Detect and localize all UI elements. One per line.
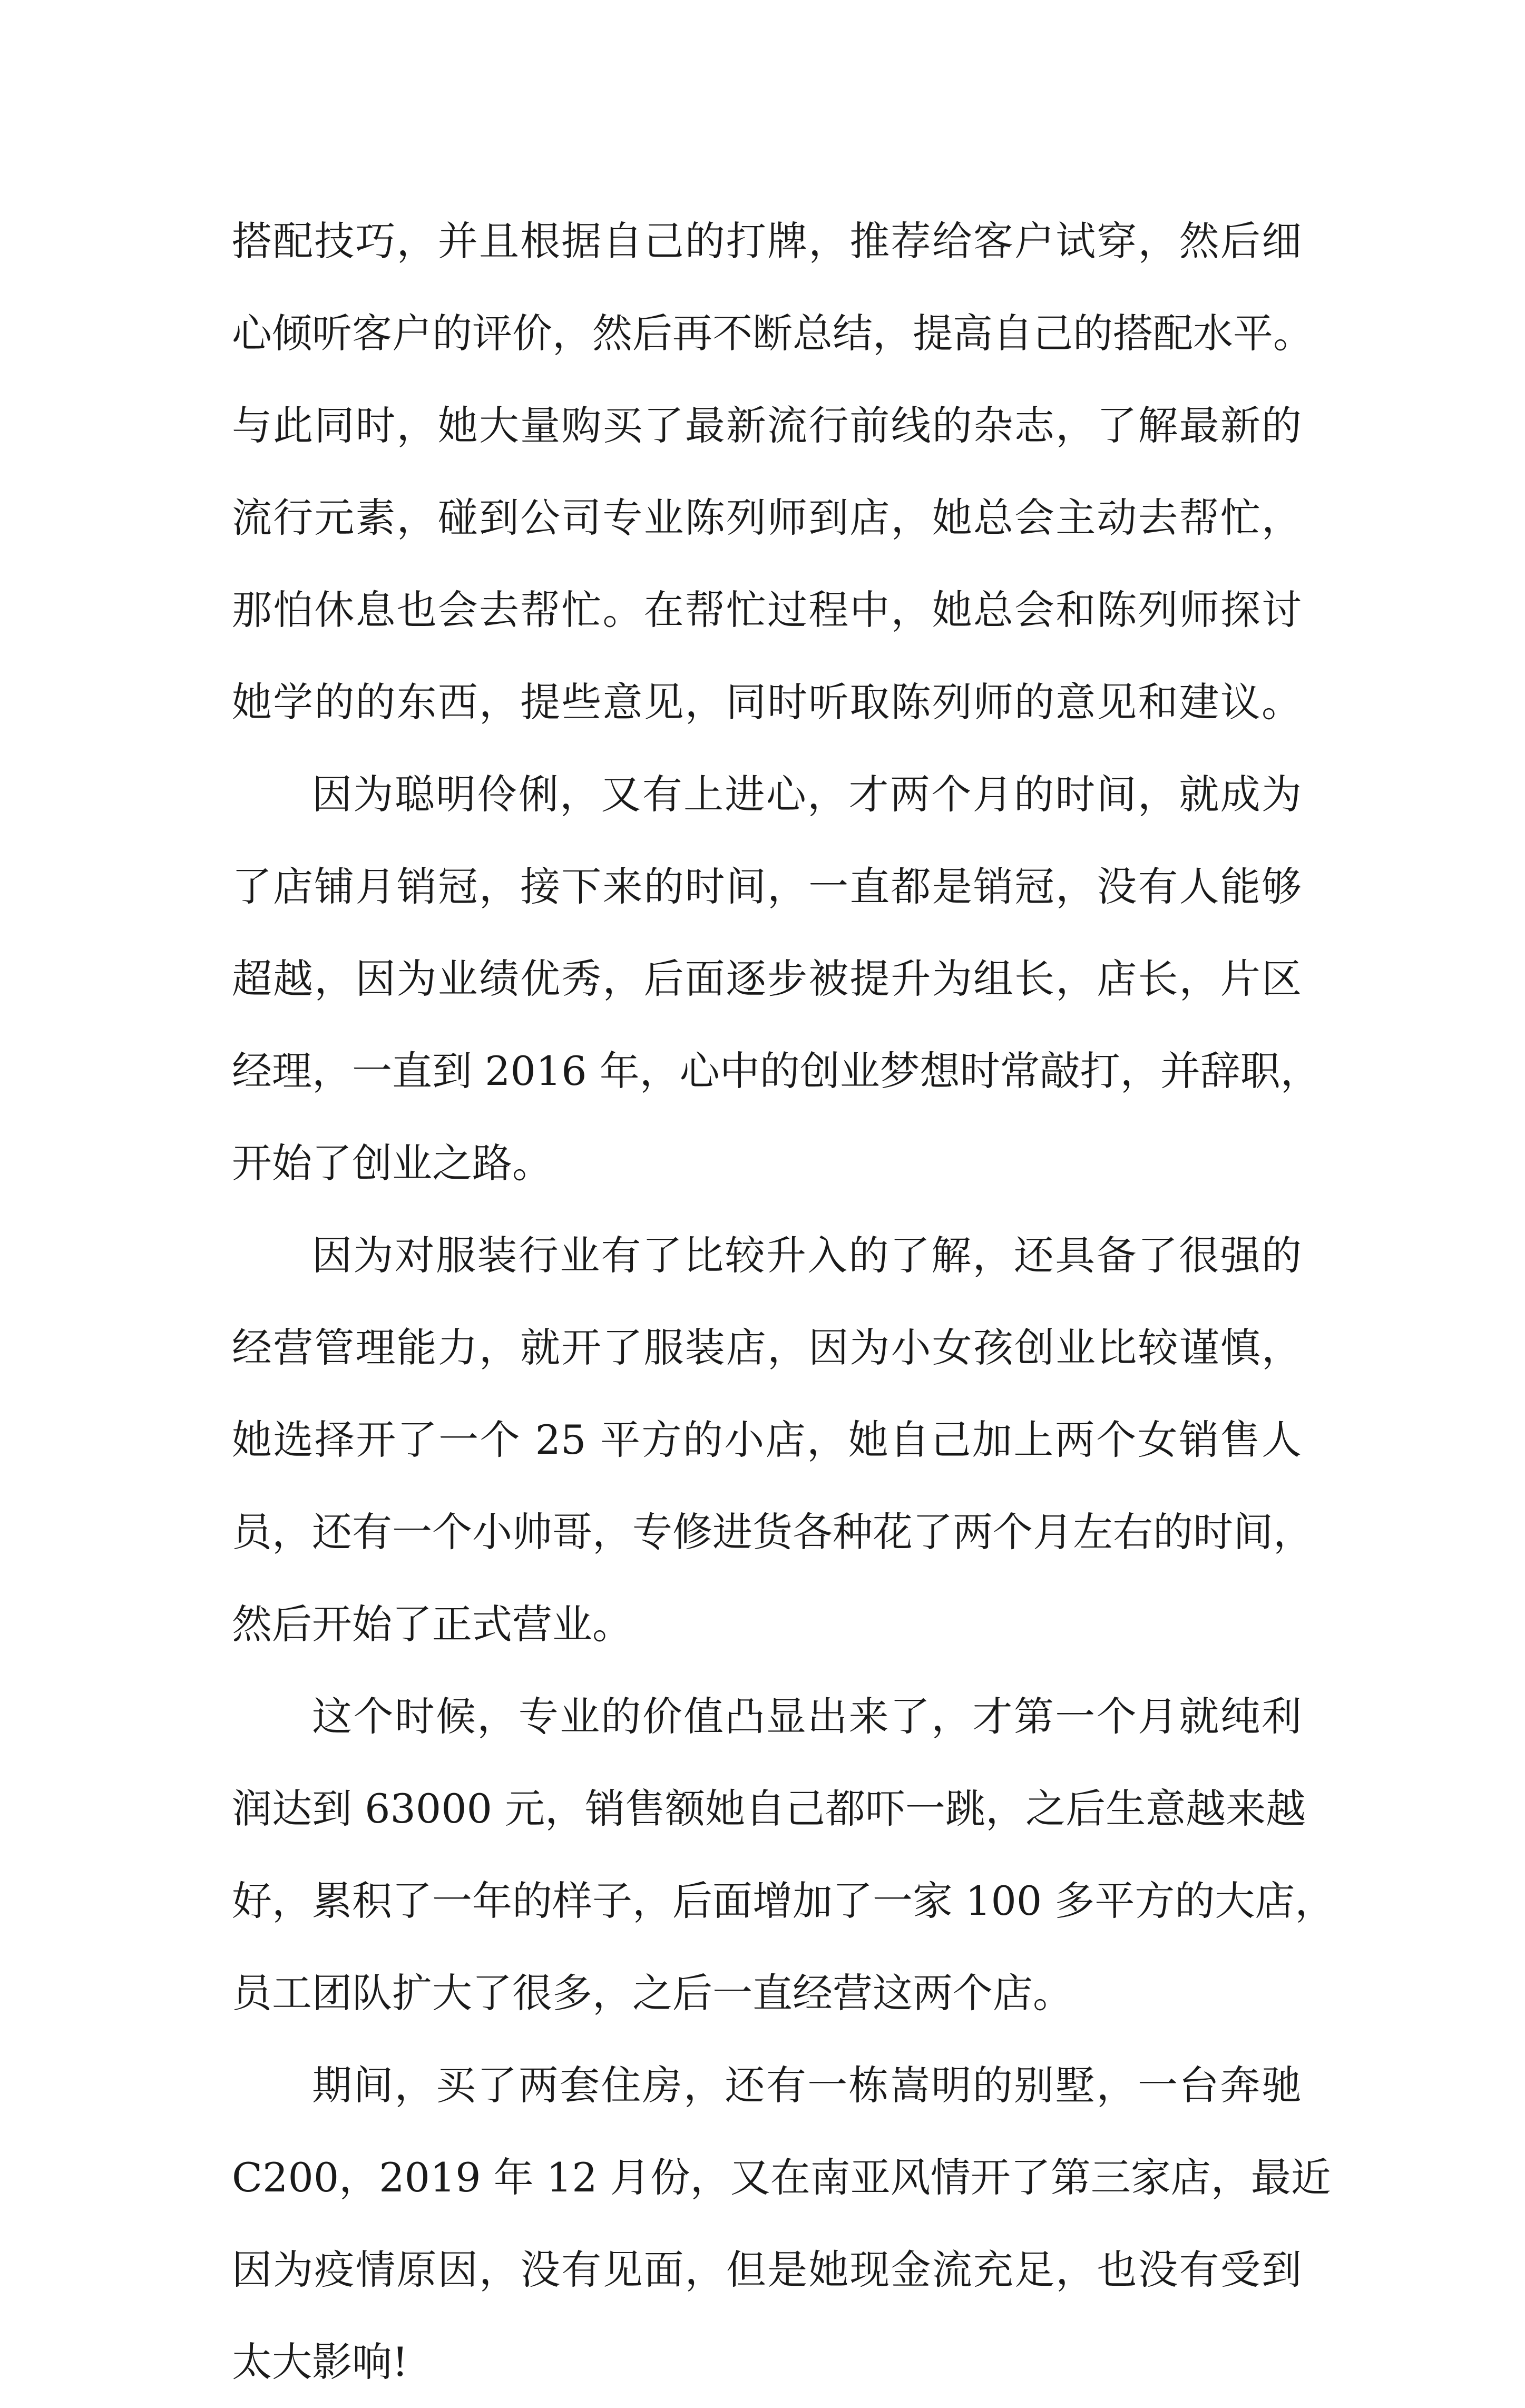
- text-line: 经营管理能力，就开了服装店，因为小女孩创业比较谨慎，: [232, 1324, 1302, 1371]
- text-line: 那怕休息也会去帮忙。在帮忙过程中，她总会和陈列师探讨: [232, 586, 1302, 633]
- text-line: 太大影响!: [232, 2338, 408, 2385]
- text-line: 这个时候，专业的价值凸显出来了，才第一个月就纯利: [312, 1693, 1302, 1740]
- text-line: 期间，买了两套住房，还有一栋嵩明的别墅，一台奔驰: [312, 2062, 1302, 2109]
- text-line: 润达到 63000 元，销售额她自己都吓一跳，之后生意越来越: [232, 1785, 1306, 1832]
- text-line: 然后开始了正式营业。: [232, 1601, 632, 1648]
- paragraph-2: [232, 748, 1321, 1209]
- text-line: 超越，因为业绩优秀，后面逐步被提升为组长，店长，片区: [232, 955, 1302, 1002]
- text-line: 员，还有一个小帅哥，专修进货各种花了两个月左右的时间，: [232, 1509, 1313, 1555]
- paragraph-1: [232, 195, 1313, 748]
- text-line: 她选择开了一个 25 平方的小店，她自己加上两个女销售人: [232, 1416, 1302, 1463]
- body-text: [232, 195, 1335, 2408]
- text-line: 心倾听客户的评价，然后再不断总结，提高自己的搭配水平。: [232, 310, 1313, 357]
- text-line: 流行元素，碰到公司专业陈列师到店，她总会主动去帮忙，: [232, 494, 1302, 541]
- text-line: 因为疫情原因，没有见面，但是她现金流充足，也没有受到: [232, 2246, 1302, 2293]
- text-line: 经理，一直到 2016 年，心中的创业梦想时常敲打，并辞职，: [232, 1048, 1321, 1094]
- text-line: 因为对服装行业有了比较升入的了解，还具备了很强的: [312, 1232, 1302, 1279]
- paragraph-4: [232, 1670, 1335, 2039]
- text-line: 开始了创业之路。: [232, 1140, 552, 1187]
- text-line: C200，2019 年 12 月份，又在南亚风情开了第三家店，最近: [232, 2154, 1331, 2201]
- text-line: 好，累积了一年的样子，后面增加了一家 100 多平方的大店，: [232, 1877, 1335, 1924]
- text-line: 因为聪明伶俐，又有上进心，才两个月的时间，就成为: [312, 771, 1302, 818]
- text-line: 员工团队扩大了很多，之后一直经营这两个店。: [232, 1970, 1073, 2017]
- text-line: 与此同时，她大量购买了最新流行前线的杂志，了解最新的: [232, 402, 1302, 449]
- text-line: 她学的的东西，提些意见，同时听取陈列师的意见和建议。: [232, 679, 1302, 726]
- paragraph-3: [232, 1209, 1313, 1670]
- text-line: 搭配技巧，并且根据自己的打牌，推荐给客户试穿，然后细: [232, 218, 1302, 265]
- paragraph-5: [232, 2039, 1331, 2408]
- text-line: 了店铺月销冠，接下来的时间，一直都是销冠，没有人能够: [232, 863, 1302, 910]
